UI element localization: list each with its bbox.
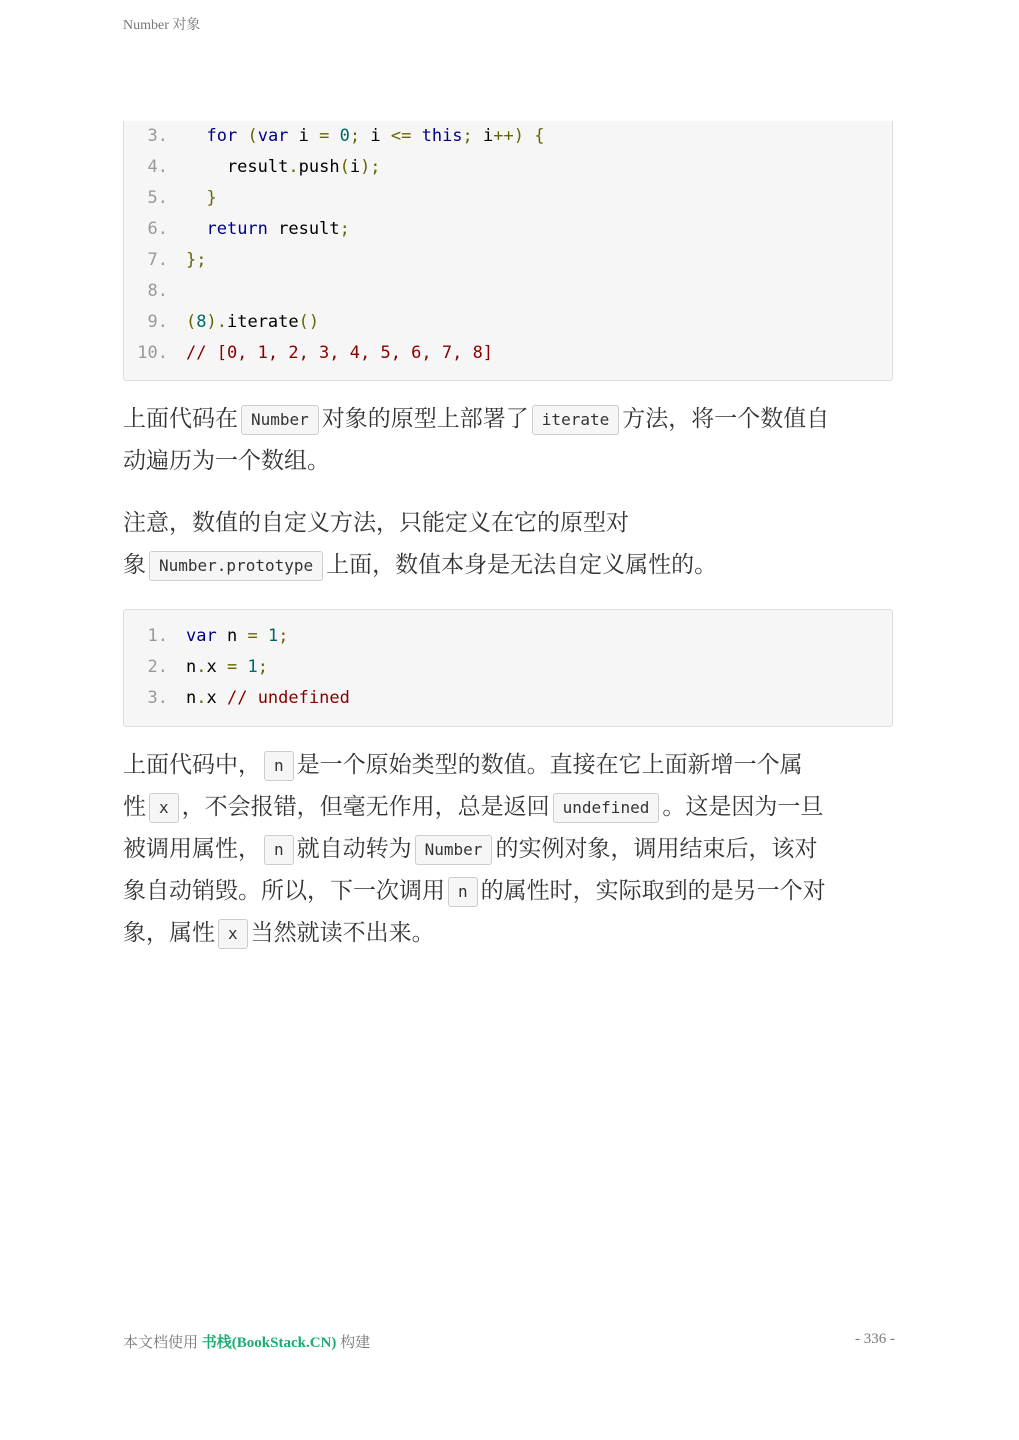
line-number: 3. bbox=[147, 126, 168, 146]
code-token: 8 bbox=[196, 312, 207, 332]
code-token: () bbox=[298, 312, 320, 332]
paragraph-text: ，不会报错，但毫无作用，总是返回 bbox=[181, 794, 550, 820]
code-token: ; bbox=[462, 126, 473, 146]
line-number: 5. bbox=[147, 188, 168, 208]
inline-code: iterate bbox=[532, 405, 619, 435]
code-token: = bbox=[319, 126, 330, 146]
code-token: <= bbox=[390, 126, 412, 146]
line-number: 1. bbox=[147, 626, 168, 646]
code-token: = bbox=[226, 657, 238, 677]
code-token bbox=[237, 126, 247, 146]
code-token: ; bbox=[257, 657, 268, 677]
code-token bbox=[411, 126, 421, 146]
code-token: var bbox=[257, 126, 289, 146]
footer-suffix: 构建 bbox=[336, 1335, 371, 1351]
code-token: . bbox=[288, 157, 299, 177]
code-token bbox=[186, 126, 206, 146]
code-token: 0 bbox=[339, 126, 350, 146]
code-token: 1 bbox=[267, 626, 279, 646]
inline-code: n bbox=[264, 751, 294, 781]
line-number: 4. bbox=[147, 157, 168, 177]
code-text bbox=[186, 683, 350, 714]
code-token: result bbox=[267, 219, 340, 239]
code-token bbox=[237, 657, 247, 677]
code-token: }; bbox=[186, 250, 207, 270]
paragraph-text: 上面代码中， bbox=[123, 752, 261, 778]
code-token: = bbox=[247, 626, 258, 646]
code-token bbox=[186, 188, 206, 208]
running-header: Number 对象 bbox=[123, 18, 201, 33]
paragraph-text: 象自动销毁。所以，下一次调用 bbox=[123, 878, 445, 904]
code-token: x bbox=[206, 657, 227, 677]
footer-brand-link[interactable]: 书栈(BookStack.CN) bbox=[201, 1335, 337, 1351]
code-text bbox=[186, 621, 288, 652]
code-token: n bbox=[186, 657, 197, 677]
line-number: 2. bbox=[147, 657, 168, 677]
code-token: this bbox=[421, 126, 463, 146]
page-number: - 336 - bbox=[855, 1331, 895, 1347]
code-token: push bbox=[298, 157, 340, 177]
footer-prefix: 本文档使用 bbox=[123, 1335, 202, 1351]
code-text bbox=[186, 307, 319, 338]
paragraph-text: 上面，数值本身是无法自定义属性的。 bbox=[326, 552, 718, 578]
code-text bbox=[186, 245, 206, 276]
paragraph-text: 象，属性 bbox=[123, 920, 215, 946]
code-token: ; bbox=[349, 126, 361, 146]
code-token: n bbox=[216, 626, 248, 646]
code-token: ). bbox=[206, 312, 227, 332]
inline-code: x bbox=[149, 793, 179, 823]
paragraph-text: 动遍历为一个数组。 bbox=[123, 448, 330, 474]
code-token: ; bbox=[339, 219, 350, 239]
line-number: 9. bbox=[147, 312, 168, 332]
code-text bbox=[186, 214, 350, 245]
code-text bbox=[186, 152, 381, 183]
inline-code: Number bbox=[415, 835, 493, 865]
code-token: i bbox=[288, 126, 320, 146]
code-token: i bbox=[349, 157, 361, 177]
paragraph-text: 的实例对象，调用结束后，该对 bbox=[495, 836, 818, 862]
code-block-primitive-property bbox=[123, 609, 893, 727]
code-token: . bbox=[196, 657, 207, 677]
paragraph-primitive-explanation bbox=[123, 744, 903, 954]
paragraph-prototype-note bbox=[123, 502, 903, 586]
line-number: 10. bbox=[137, 343, 168, 363]
code-token bbox=[186, 219, 206, 239]
code-token: 1 bbox=[247, 657, 258, 677]
code-token: { bbox=[534, 126, 545, 146]
code-token: } bbox=[206, 188, 217, 208]
code-token: ( bbox=[186, 312, 197, 332]
paragraph-iterate-explanation bbox=[123, 398, 903, 482]
code-text bbox=[186, 652, 268, 683]
code-token: ); bbox=[360, 157, 381, 177]
code-token: n bbox=[186, 688, 197, 708]
paragraph-text: 。这是因为一旦 bbox=[662, 794, 824, 820]
inline-code: n bbox=[448, 877, 478, 907]
code-token: . bbox=[196, 688, 207, 708]
paragraph-text: 就自动转为 bbox=[296, 836, 412, 862]
code-token: i bbox=[472, 126, 494, 146]
code-token bbox=[258, 626, 268, 646]
paragraph-text: 被调用属性， bbox=[123, 836, 261, 862]
line-number: 3. bbox=[147, 688, 168, 708]
footer-credit bbox=[123, 1331, 370, 1352]
code-token: // undefined bbox=[226, 688, 350, 708]
paragraph-text: 的属性时，实际取到的是另一个对 bbox=[480, 878, 826, 904]
paragraph-text: 对象的原型上部署了 bbox=[321, 406, 529, 432]
code-token: iterate bbox=[226, 312, 299, 332]
line-number: 8. bbox=[147, 281, 168, 301]
code-text bbox=[186, 338, 493, 369]
code-token: ( bbox=[339, 157, 350, 177]
inline-code: n bbox=[264, 835, 294, 865]
code-block-iterate bbox=[123, 121, 893, 381]
code-token: ( bbox=[247, 126, 258, 146]
code-token: result bbox=[186, 157, 289, 177]
code-token bbox=[329, 126, 339, 146]
paragraph-text: 象 bbox=[123, 552, 146, 578]
paragraph-text: 上面代码在 bbox=[123, 406, 238, 432]
code-text bbox=[186, 183, 217, 214]
inline-code: undefined bbox=[553, 793, 660, 823]
code-token: ; bbox=[278, 626, 289, 646]
inline-code: x bbox=[218, 919, 248, 949]
code-text bbox=[186, 121, 545, 152]
line-number: 7. bbox=[147, 250, 168, 270]
paragraph-text: 当然就读不出来。 bbox=[250, 920, 435, 946]
paragraph-text: 是一个原始类型的数值。直接在它上面新增一个属 bbox=[296, 752, 803, 778]
paragraph-text: 注意，数值的自定义方法，只能定义在它的原型对 bbox=[123, 510, 629, 536]
code-token: var bbox=[186, 626, 217, 646]
paragraph-text: 性 bbox=[123, 794, 146, 820]
inline-code: Number.prototype bbox=[149, 551, 323, 581]
line-number: 6. bbox=[147, 219, 168, 239]
code-token bbox=[524, 126, 534, 146]
code-token: i bbox=[360, 126, 391, 146]
code-token: for bbox=[206, 126, 238, 146]
code-token: x bbox=[206, 688, 227, 708]
code-token: ++) bbox=[493, 126, 524, 146]
code-token: // [0, 1, 2, 3, 4, 5, 6, 7, 8] bbox=[186, 343, 494, 363]
inline-code: Number bbox=[241, 405, 319, 435]
paragraph-text: 方法，将一个数值自 bbox=[622, 406, 830, 432]
code-token: return bbox=[206, 219, 268, 239]
